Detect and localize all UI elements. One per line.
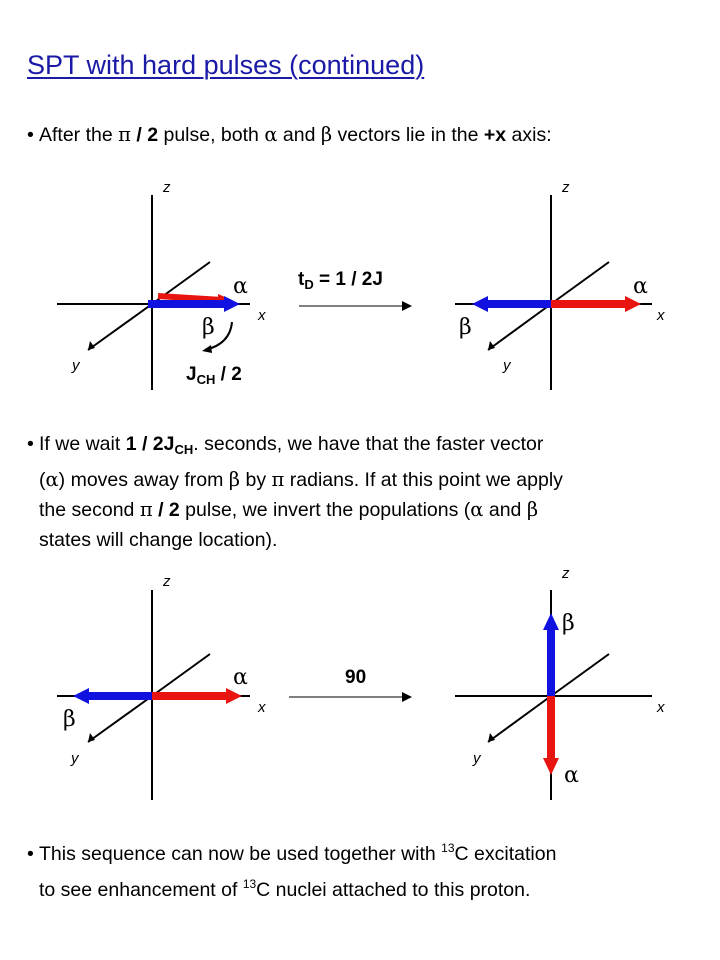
page-title: SPT with hard pulses (continued) — [27, 50, 425, 80]
z-axis-label: z — [562, 565, 570, 582]
y-axis-label: y — [71, 750, 79, 767]
diagram-3 — [57, 573, 266, 800]
beta-label: β — [562, 611, 575, 636]
diagram-4 — [455, 565, 665, 800]
beta-label: β — [63, 707, 76, 732]
y-axis-label: y — [473, 750, 481, 767]
x-axis-label: x — [657, 307, 665, 324]
pulse-label: 90 — [345, 667, 367, 688]
diagram-1 — [57, 179, 266, 390]
jch-label: $J_{CH} / 2$ — [186, 364, 242, 387]
bullet-1: • After the π / 2 pulse, both α and β vectors lie in the +x axis: — [27, 123, 552, 146]
pulse-arrow — [289, 667, 412, 702]
bullet-2: • If we wait $1 / 2J_{CH}$. seconds, we have that the faster vector (α) moves away from β by π radians. If at this point we apply the second π / 2 pulse, we invert the populations (α and β states will change location). — [27, 433, 563, 551]
beta-label: β — [202, 315, 215, 340]
z-axis-label: z — [562, 179, 570, 196]
alpha-label: α — [233, 665, 248, 690]
beta-label: β — [459, 315, 472, 340]
alpha-label: α — [233, 274, 248, 299]
x-axis-label: x — [657, 699, 665, 716]
td-label: $t_D = 1 / 2J$ — [298, 269, 383, 292]
x-axis-label: x — [258, 307, 266, 324]
alpha-label: α — [564, 763, 579, 788]
y-axis-label: y — [72, 357, 80, 374]
x-axis-label: x — [258, 699, 266, 716]
z-axis-label: z — [163, 573, 171, 590]
z-axis-label: z — [163, 179, 171, 196]
alpha-label: α — [633, 274, 648, 299]
delay-arrow — [298, 269, 412, 311]
diagram-2 — [455, 179, 665, 390]
y-axis-label: y — [503, 357, 511, 374]
bullet-3: • This sequence can now be used together with $^{13}$C excitation to see enhancement of $^{13}$C nuclei attached to this proton. — [27, 841, 557, 901]
